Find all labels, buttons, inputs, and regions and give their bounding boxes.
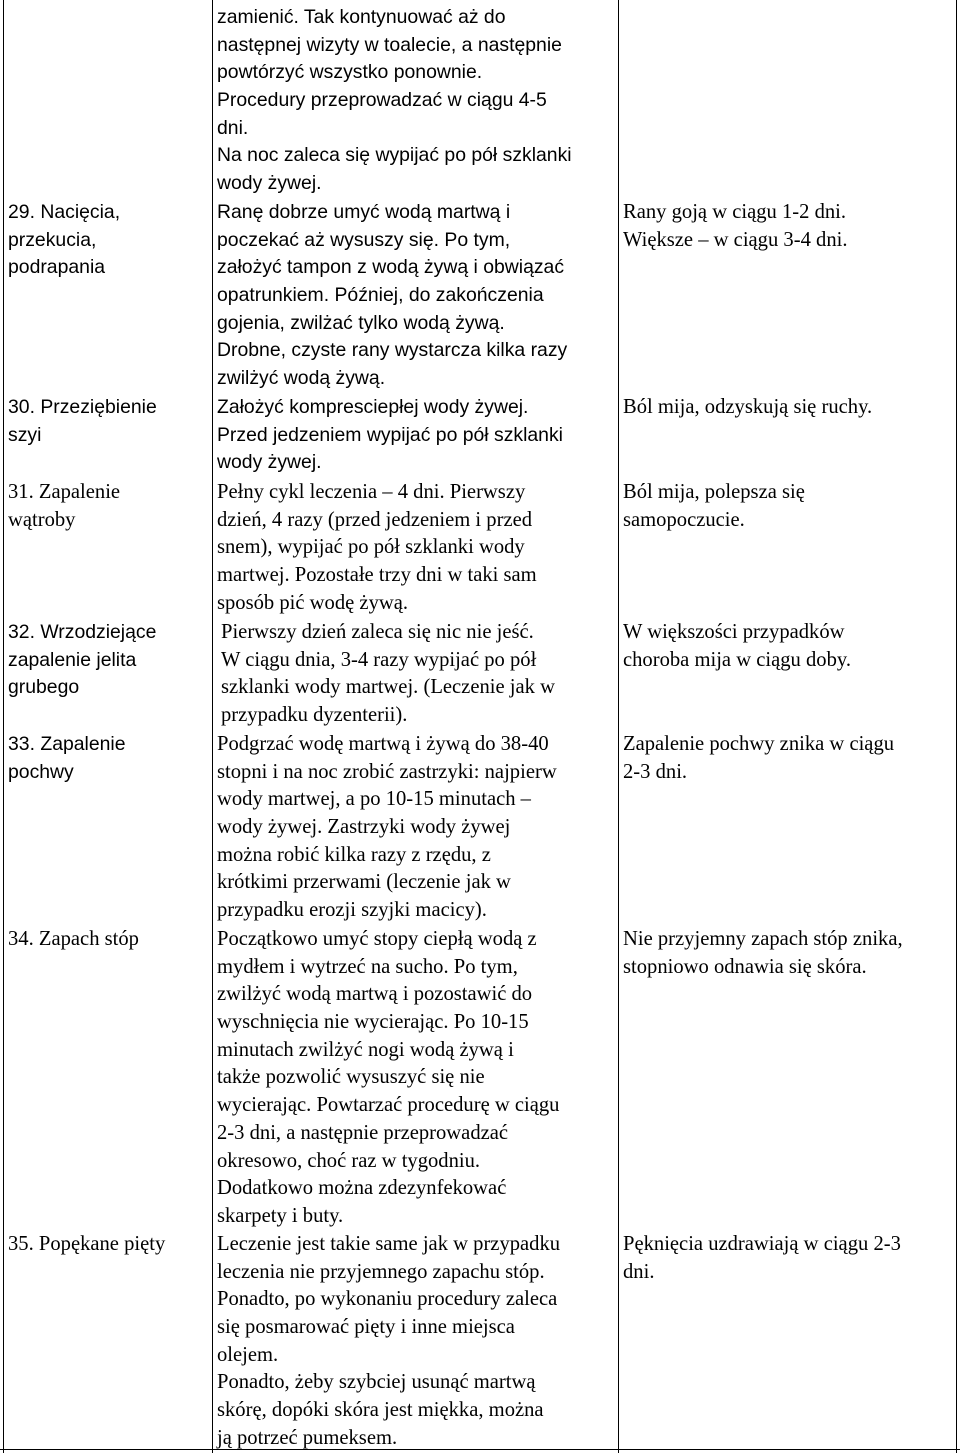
row-30-condition: 30. Przeziębienie szyi (8, 396, 157, 446)
row-35-treatment: Leczenie jest takie same jak w przypadku leczenia nie przyjemnego zapachu stóp. Ponadto, po wykonaniu procedury zaleca się posmarować pięty i inne miejsca olejem. Ponadto, żeby szybciej usunąć martwą skórę, dopóki skóra jest miękka, można ją potrzeć pumeksem. (217, 1233, 561, 1449)
row-32-result: W większości przypadków choroba mija w ciągu doby. (623, 621, 851, 671)
row-33-result: Zapalenie pochwy znika w ciągu 2-3 dni. (623, 733, 895, 783)
row-30-result: Ból mija, odzyskują się ruchy. (623, 396, 873, 418)
row-32-treatment: Pierwszy dzień zaleca się nic nie jeść. W ciągu dnia, 3-4 razy wypijać po pół szklanki wody martwej. (Leczenie jak w przypadku dyzenterii). (221, 621, 555, 727)
row-30-treatment: Założyć kompresciepłej wody żywej. Przed jedzeniem wypijać po pół szklanki wody żywej. (217, 396, 563, 474)
row-33-treatment: Podgrzać wodę martwą i żywą do 38-40 stopni i na noc zrobić zastrzyki: najpierw wody martwej, a po 10-15 minutach – wody żywej. Zastrzyki wody żywej można robić kilka razy z rzędu, z krótkimi przerwami (leczenie jak w przypadku erozji szyjki macicy). (217, 733, 557, 922)
row-34-treatment: Początkowo umyć stopy ciepłą wodą z mydłem i wytrzeć na sucho. Po tym, zwilżyć wodą martwą i pozostawić do wyschnięcia nie wycierając. Po 10-15 minutach zwilżyć nogi wodą żywą i także pozwolić wysuszyć się nie wycierając. Powtarzać procedurę w ciągu 2-3 dni, a następnie przeprowadzać okresowo, choć raz w tygodniu. Dodatkowo można zdezynfekować skarpety i buty. (217, 928, 560, 1227)
row-31-result: Ból mija, polepsza się samopoczucie. (623, 481, 805, 531)
row-35-condition: 35. Popękane pięty (8, 1233, 166, 1255)
row-32-condition: 32. Wrzodziejące zapalenie jelita grubego (8, 621, 157, 699)
row-31-treatment: Pełny cykl leczenia – 4 dni. Pierwszy dzień, 4 razy (przed jedzeniem i przed snem), wypijać po pół szklanki wody martwej. Pozostałe trzy dni w taki sam sposób pić wodę żywą. (217, 481, 537, 614)
row-35-result: Pęknięcia uzdrawiają w ciągu 2-3 dni. (623, 1233, 901, 1283)
table-border-left (3, 0, 4, 1453)
row-34-result: Nie przyjemny zapach stóp znika, stopniowo odnawia się skóra. (623, 928, 903, 978)
row-29-treatment: Ranę dobrze umyć wodą martwą i poczekać aż wysuszy się. Po tym, założyć tampon z wodą żywą i obwiązać opatrunkiem. Później, do zakończenia gojenia, zwilżać tylko wodą żywą. Drobne, czyste rany wystarcza kilka razy zwilżyć wodą żywą. (217, 201, 568, 390)
row-31-condition: 31. Zapalenie wątroby (8, 481, 121, 531)
row-34-condition: 34. Zapach stóp (8, 928, 139, 950)
row-29-condition: 29. Nacięcia, przekucia, podrapania (8, 201, 121, 279)
table-border-right (956, 0, 957, 1453)
row-29-result: Rany goją w ciągu 1-2 dni. Większe – w ciągu 3-4 dni. (623, 201, 848, 251)
row-cont-treatment: zamienić. Tak kontynuować aż do następnej wizyty w toalecie, a następnie powtórzyć wszystko ponownie. Procedury przeprowadzać w ciągu 4-5 dni. Na noc zaleca się wypijać po pół szklanki wody żywej. (217, 6, 572, 195)
row-33-condition: 33. Zapalenie pochwy (8, 733, 126, 783)
column-divider-1 (212, 0, 213, 1453)
